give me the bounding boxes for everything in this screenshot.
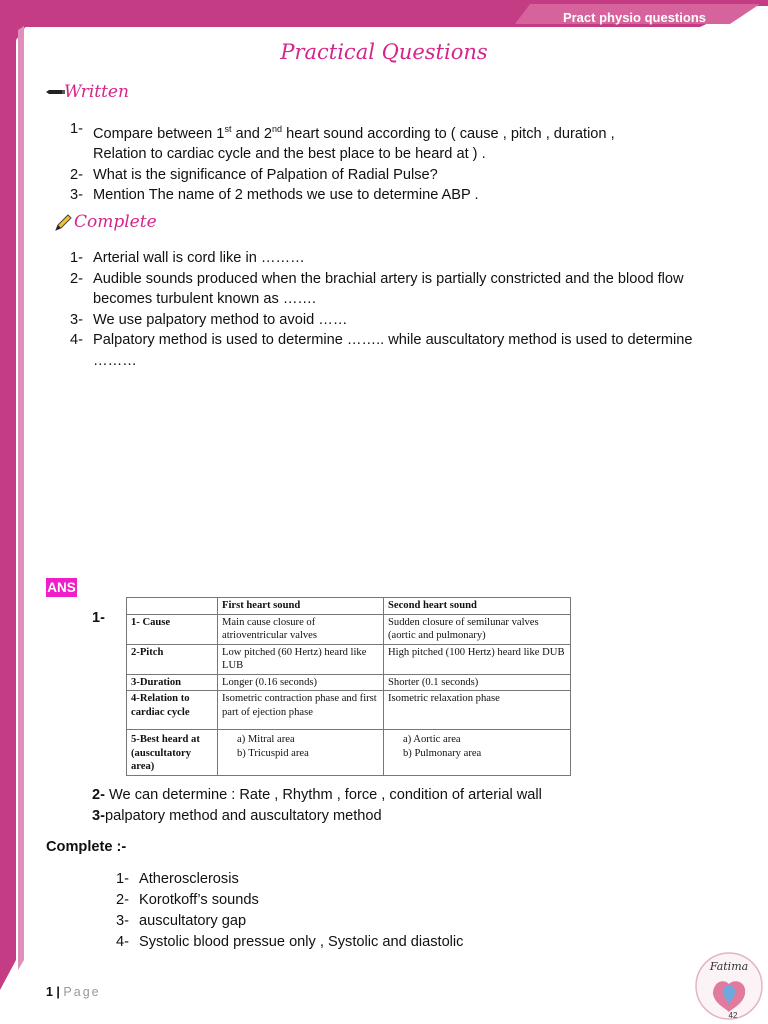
written-list — [70, 119, 615, 206]
list-item: 2- What is the significance of Palpation of Radial Pulse? — [70, 166, 438, 183]
page-footer: 1 | Page — [46, 985, 101, 999]
header-label: Pract physio questions — [562, 10, 706, 25]
pen-icon — [46, 87, 66, 97]
list-item: 1- Atherosclerosis — [116, 871, 239, 887]
list-item: 2- Korotkoff’s sounds — [116, 892, 259, 908]
list-item: 1- Arterial wall is cord like in ……… — [70, 250, 305, 266]
table-row: 3-Duration Longer (0.16 seconds) Shorter (0.1 seconds) — [127, 674, 571, 691]
page-title: Practical Questions — [280, 40, 488, 64]
complete-answers-list — [116, 869, 463, 953]
list-item: 3- Mention The name of 2 methods we use to determine ABP . — [70, 187, 479, 204]
table-row: 1- Cause Main cause closure of atrioventricular valves Sudden closure of semilunar valves (aortic and pulmonary) — [127, 614, 571, 644]
table-header-row: First heart sound Second heart sound — [127, 598, 571, 615]
table-row: 5-Best heard at (auscultatory area) a) Mitral area b) Tricuspid area a) Aortic area b) Pulmonary area — [127, 730, 571, 776]
svg-text:42: 42 — [728, 1011, 738, 1020]
table-row: 2-Pitch Low pitched (60 Hertz) heard like LUB High pitched (100 Hertz) heard like DUB — [127, 644, 571, 674]
list-item: 1- Compare between 1st and 2nd heart sound according to ( cause , pitch , duration , Relation to cardiac cycle and the best place to be heard at ) . — [70, 121, 615, 163]
written-heading: Written — [64, 82, 129, 102]
list-item: 3- We use palpatory method to avoid …… — [70, 311, 348, 328]
answers-badge: ANS — [47, 580, 76, 595]
answer-1-label: 1- — [92, 610, 105, 626]
author-logo — [693, 950, 765, 1022]
complete-list — [70, 248, 710, 371]
pencil-icon — [53, 213, 73, 233]
heart-sound-table — [126, 597, 571, 776]
complete-heading: Complete — [74, 212, 157, 232]
complete-answers-heading: Complete :- — [46, 839, 127, 855]
answer-2: 2- We can determine : Rate , Rhythm , force , condition of arterial wall — [92, 787, 542, 803]
answer-3: 3-palpatory method and auscultatory method — [92, 808, 382, 824]
table-row: 4-Relation to cardiac cycle Isometric contraction phase and first part of ejection phase Isometric relaxation phase — [127, 691, 571, 730]
svg-text:Fatima: Fatima — [709, 960, 749, 973]
list-item: 3- auscultatory gap — [116, 913, 247, 929]
list-item: 4- Palpatory method is used to determine …….. while auscultatory method is used to determine ……… — [70, 332, 693, 369]
list-item: 2- Audible sounds produced when the brachial artery is partially constricted and the blood flow becomes turbulent known as ……. — [70, 270, 684, 307]
side-band — [0, 0, 30, 1024]
list-item: 4- Systolic blood pressue only , Systolic and diastolic — [116, 934, 464, 950]
